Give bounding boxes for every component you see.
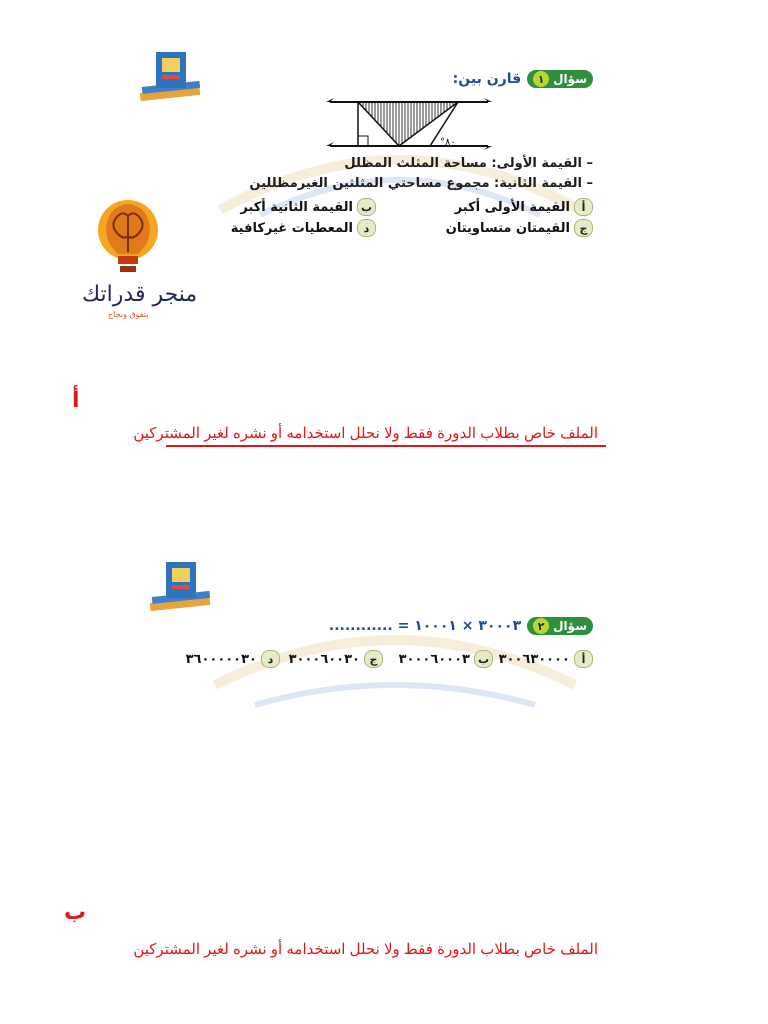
question2-number: ٢: [533, 618, 549, 634]
answer2-mark: ب: [64, 900, 87, 925]
question1-option-a: [455, 198, 593, 216]
option-letter: أ: [574, 198, 593, 216]
question1-number: ١: [533, 71, 549, 87]
option-text: القيمة الأولى أكبر: [454, 199, 570, 215]
brand-tagline: بتفوق ونجاح: [108, 310, 149, 319]
option-text: ٣٠٠٦٣٠٠٠٠: [498, 651, 570, 667]
triangle-figure: [326, 92, 492, 156]
option-letter: ج: [364, 650, 383, 668]
question1-header: [453, 70, 593, 88]
book-stack-icon: [146, 560, 216, 618]
option-letter: ج: [574, 219, 593, 237]
brand-name: منجر قدراتك: [82, 282, 198, 307]
option-letter: ب: [474, 650, 493, 668]
option-text: ٣٠٠٠٦٠٠٣٠: [288, 651, 360, 667]
option-letter: د: [357, 219, 376, 237]
question1-label: سؤال: [553, 72, 587, 86]
angle-label: °٨٠: [440, 137, 456, 148]
question2-pill: [527, 617, 593, 635]
question1-line2: – القيمة الثانية: مجموع مساحتي المثلثين الغيرمظللين: [249, 176, 593, 191]
question1-pill: [527, 70, 593, 88]
question2-label: سؤال: [553, 619, 587, 633]
question1-line1: – القيمة الأولى: مساحة المثلث المظلل: [344, 156, 593, 171]
question2-option-c: [289, 650, 383, 668]
red-underline: [166, 445, 606, 447]
option-letter: د: [261, 650, 280, 668]
answer1-mark: أ: [72, 388, 80, 413]
question1-title: قارن بين:: [452, 71, 522, 87]
option-text: القيمتان متساويتان: [445, 220, 570, 236]
question1-option-b: [240, 198, 376, 216]
copyright-note-1: الملف خاص بطلاب الدورة فقط ولا نحلل استخدامه أو نشره لغير المشتركين: [133, 425, 598, 442]
option-text: المعطيات غيركافية: [230, 220, 353, 236]
option-letter: أ: [574, 650, 593, 668]
question2-option-a: [499, 650, 593, 668]
question1-option-c: [446, 219, 593, 237]
question2-header: [329, 617, 593, 635]
question2-expression: ٣٠٠٠٣ × ١٠٠٠١ = ............: [328, 618, 522, 634]
option-text: ٣٦٠٠٠٠٠٣٠: [185, 651, 257, 667]
option-text: القيمة الثانية أكبر: [240, 199, 353, 215]
question2-option-d: [186, 650, 280, 668]
lightbulb-brain-icon: [88, 196, 168, 284]
option-text: ٣٠٠٠٦٠٠٠٣: [398, 651, 470, 667]
option-letter: ب: [357, 198, 376, 216]
book-stack-icon: [136, 50, 206, 108]
copyright-note-2: الملف خاص بطلاب الدورة فقط ولا نحلل استخدامه أو نشره لغير المشتركين: [133, 941, 598, 958]
question1-option-d: [231, 219, 376, 237]
question2-option-b: [399, 650, 493, 668]
